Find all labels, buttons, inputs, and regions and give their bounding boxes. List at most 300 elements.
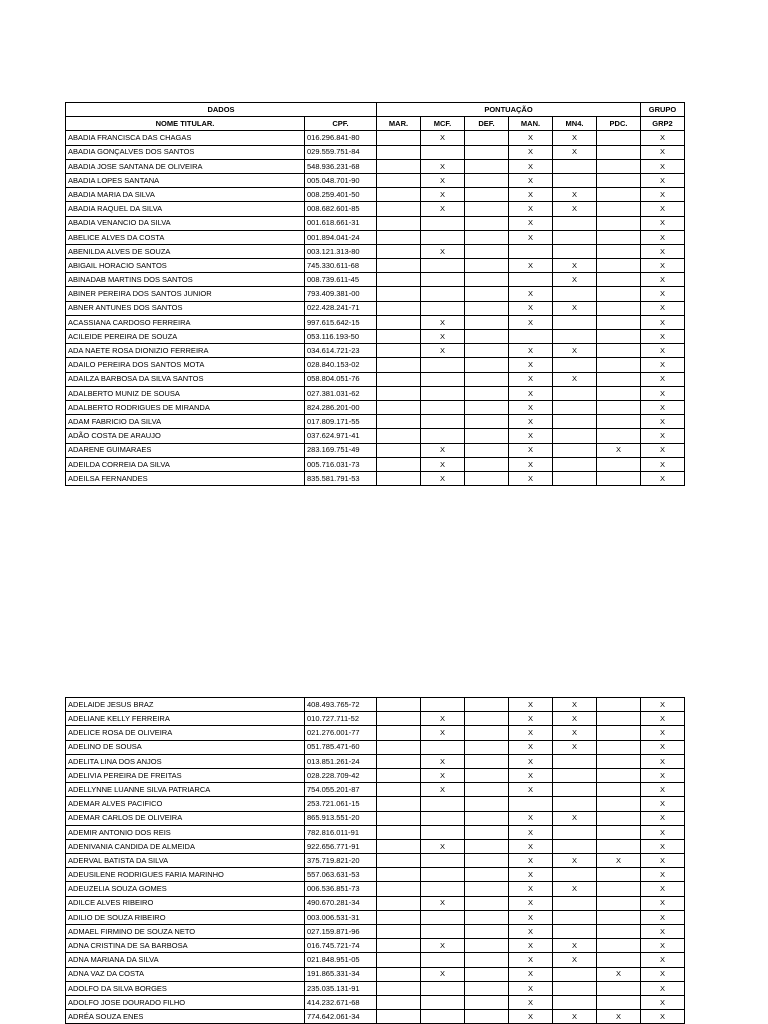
score-mark-cell: X: [509, 173, 553, 187]
table-row: [66, 882, 685, 896]
table-row: [66, 698, 685, 712]
score-mark-cell: X: [641, 882, 685, 896]
score-mark-cell: X: [641, 457, 685, 471]
score-mark-cell: X: [509, 358, 553, 372]
score-mark-cell: [553, 783, 597, 797]
table-row: [66, 925, 685, 939]
score-mark-cell: [377, 783, 421, 797]
score-mark-cell: [377, 330, 421, 344]
score-mark-cell: X: [509, 825, 553, 839]
score-mark-cell: [553, 825, 597, 839]
holder-name-cell: ADEILSA FERNANDES: [66, 471, 305, 485]
score-mark-cell: [377, 273, 421, 287]
score-mark-cell: [465, 230, 509, 244]
cpf-cell: 793.409.381-00: [305, 287, 377, 301]
score-mark-cell: X: [597, 967, 641, 981]
score-mark-cell: X: [641, 188, 685, 202]
score-mark-cell: [597, 202, 641, 216]
holder-name-cell: ADAM FABRICIO DA SILVA: [66, 415, 305, 429]
holder-name-cell: ACASSIANA CARDOSO FERREIRA: [66, 315, 305, 329]
table-row: [66, 358, 685, 372]
score-mark-cell: [597, 386, 641, 400]
table-row: [66, 854, 685, 868]
score-mark-cell: [509, 273, 553, 287]
table-row: [66, 273, 685, 287]
score-mark-cell: X: [509, 429, 553, 443]
score-mark-cell: X: [641, 415, 685, 429]
table-row: [66, 372, 685, 386]
score-mark-cell: [553, 358, 597, 372]
score-mark-cell: X: [641, 358, 685, 372]
score-mark-cell: [465, 925, 509, 939]
score-mark-cell: [465, 981, 509, 995]
score-mark-cell: [421, 825, 465, 839]
score-mark-cell: [377, 400, 421, 414]
score-mark-cell: [465, 244, 509, 258]
table-row: [66, 910, 685, 924]
score-mark-cell: [553, 967, 597, 981]
score-mark-cell: [377, 698, 421, 712]
score-mark-cell: [421, 429, 465, 443]
score-mark-cell: [377, 1010, 421, 1024]
holder-name-cell: ABIGAIL HORACIO SANTOS: [66, 259, 305, 273]
score-mark-cell: X: [641, 471, 685, 485]
cpf-cell: 021.848.951-05: [305, 953, 377, 967]
score-mark-cell: X: [641, 216, 685, 230]
cpf-cell: 008.739.611-45: [305, 273, 377, 287]
cpf-cell: 835.581.791-53: [305, 471, 377, 485]
score-mark-cell: [377, 868, 421, 882]
table-row: [66, 967, 685, 981]
score-mark-cell: [421, 953, 465, 967]
cpf-cell: 028.228.709-42: [305, 768, 377, 782]
column-header-mcf: MCF.: [421, 117, 465, 131]
score-mark-cell: X: [509, 783, 553, 797]
table-row: [66, 188, 685, 202]
score-mark-cell: [465, 358, 509, 372]
score-mark-cell: [421, 925, 465, 939]
score-mark-cell: [509, 797, 553, 811]
scoring-table-page-1: [65, 102, 685, 486]
table-row: [66, 768, 685, 782]
score-mark-cell: X: [421, 457, 465, 471]
cpf-cell: 010.727.711-52: [305, 712, 377, 726]
score-mark-cell: [377, 429, 421, 443]
table-row: [66, 301, 685, 315]
holder-name-cell: ADEMAR CARLOS DE OLIVEIRA: [66, 811, 305, 825]
holder-name-cell: ADELIVIA PEREIRA DE FREITAS: [66, 768, 305, 782]
score-mark-cell: [465, 995, 509, 1009]
column-header-pdc: PDC.: [597, 117, 641, 131]
score-mark-cell: X: [421, 244, 465, 258]
score-mark-cell: X: [553, 202, 597, 216]
score-mark-cell: [377, 259, 421, 273]
score-mark-cell: X: [421, 344, 465, 358]
holder-name-cell: ADEUZELIA SOUZA GOMES: [66, 882, 305, 896]
holder-name-cell: ADELIANE KELLY FERREIRA: [66, 712, 305, 726]
score-mark-cell: [377, 797, 421, 811]
score-mark-cell: X: [509, 386, 553, 400]
score-mark-cell: X: [421, 173, 465, 187]
score-mark-cell: [553, 925, 597, 939]
score-mark-cell: [377, 386, 421, 400]
score-mark-cell: [465, 372, 509, 386]
score-mark-cell: [377, 287, 421, 301]
score-mark-cell: [421, 854, 465, 868]
score-mark-cell: [597, 188, 641, 202]
score-mark-cell: [421, 797, 465, 811]
cpf-cell: 001.618.661-31: [305, 216, 377, 230]
score-mark-cell: [465, 188, 509, 202]
holder-name-cell: ADEMIR ANTONIO DOS REIS: [66, 825, 305, 839]
score-mark-cell: [597, 768, 641, 782]
table-row: [66, 259, 685, 273]
cpf-cell: 005.048.701-90: [305, 173, 377, 187]
score-mark-cell: [377, 471, 421, 485]
table-row: [66, 230, 685, 244]
score-mark-cell: [377, 712, 421, 726]
holder-name-cell: ADOLFO JOSE DOURADO FILHO: [66, 995, 305, 1009]
cpf-cell: 051.785.471-60: [305, 740, 377, 754]
cpf-cell: 414.232.671-68: [305, 995, 377, 1009]
score-mark-cell: [377, 301, 421, 315]
score-mark-cell: X: [641, 925, 685, 939]
holder-name-cell: ABADIA JOSE SANTANA DE OLIVEIRA: [66, 159, 305, 173]
score-mark-cell: [377, 415, 421, 429]
score-mark-cell: [597, 882, 641, 896]
cpf-cell: 016.296.841-80: [305, 131, 377, 145]
score-mark-cell: X: [509, 145, 553, 159]
score-mark-cell: X: [509, 953, 553, 967]
score-mark-cell: [465, 471, 509, 485]
score-mark-cell: X: [641, 726, 685, 740]
score-mark-cell: [553, 230, 597, 244]
score-mark-cell: X: [553, 854, 597, 868]
score-mark-cell: [465, 415, 509, 429]
score-mark-cell: X: [509, 287, 553, 301]
group-header-grupo: GRUPO: [641, 103, 685, 117]
score-mark-cell: [421, 358, 465, 372]
table-row: [66, 825, 685, 839]
table-row: [66, 712, 685, 726]
holder-name-cell: ADELLYNNE LUANNE SILVA PATRIARCA: [66, 783, 305, 797]
score-mark-cell: [553, 471, 597, 485]
table-row: [66, 287, 685, 301]
score-mark-cell: X: [509, 925, 553, 939]
score-mark-cell: [553, 910, 597, 924]
score-mark-cell: [553, 330, 597, 344]
score-mark-cell: [377, 925, 421, 939]
score-mark-cell: [597, 457, 641, 471]
cpf-cell: 008.259.401-50: [305, 188, 377, 202]
score-mark-cell: X: [509, 768, 553, 782]
score-mark-cell: [421, 811, 465, 825]
cpf-cell: 003.121.313-80: [305, 244, 377, 258]
score-mark-cell: X: [641, 967, 685, 981]
holder-name-cell: ABADIA GONÇALVES DOS SANTOS: [66, 145, 305, 159]
score-mark-cell: X: [553, 259, 597, 273]
cpf-cell: 235.035.131-91: [305, 981, 377, 995]
score-mark-cell: X: [421, 315, 465, 329]
holder-name-cell: ADARENE GUIMARAES: [66, 443, 305, 457]
score-mark-cell: X: [641, 344, 685, 358]
score-mark-cell: [465, 825, 509, 839]
holder-name-cell: ADELICE ROSA DE OLIVEIRA: [66, 726, 305, 740]
column-header-grp2: GRP2: [641, 117, 685, 131]
score-mark-cell: [553, 386, 597, 400]
score-mark-cell: X: [509, 981, 553, 995]
score-mark-cell: X: [509, 896, 553, 910]
score-mark-cell: [465, 854, 509, 868]
score-mark-cell: [597, 287, 641, 301]
cpf-cell: 774.642.061-34: [305, 1010, 377, 1024]
score-mark-cell: X: [421, 896, 465, 910]
score-mark-cell: X: [553, 726, 597, 740]
score-mark-cell: [597, 131, 641, 145]
score-mark-cell: X: [509, 400, 553, 414]
holder-name-cell: ADNA CRISTINA DE SA BARBOSA: [66, 939, 305, 953]
score-mark-cell: [377, 953, 421, 967]
holder-name-cell: ADÃO COSTA DE ARAUJO: [66, 429, 305, 443]
holder-name-cell: ADENIVANIA CANDIDA DE ALMEIDA: [66, 839, 305, 853]
cpf-cell: 997.615.642-15: [305, 315, 377, 329]
cpf-cell: 754.055.201-87: [305, 783, 377, 797]
score-mark-cell: [377, 188, 421, 202]
score-mark-cell: [377, 754, 421, 768]
score-mark-cell: X: [641, 273, 685, 287]
score-mark-cell: [377, 811, 421, 825]
score-mark-cell: [377, 839, 421, 853]
score-mark-cell: [377, 896, 421, 910]
score-mark-cell: X: [509, 372, 553, 386]
score-mark-cell: X: [421, 202, 465, 216]
score-mark-cell: [597, 726, 641, 740]
table-row: [66, 330, 685, 344]
score-mark-cell: X: [641, 698, 685, 712]
score-mark-cell: [465, 287, 509, 301]
score-mark-cell: X: [553, 698, 597, 712]
holder-name-cell: ADAILZA BARBOSA DA SILVA SANTOS: [66, 372, 305, 386]
cpf-cell: 027.159.871-96: [305, 925, 377, 939]
score-mark-cell: [597, 910, 641, 924]
score-mark-cell: X: [421, 967, 465, 981]
score-mark-cell: X: [641, 315, 685, 329]
score-mark-cell: [377, 825, 421, 839]
score-mark-cell: X: [641, 896, 685, 910]
score-mark-cell: X: [553, 939, 597, 953]
score-mark-cell: [465, 698, 509, 712]
column-header-mar: MAR.: [377, 117, 421, 131]
column-header-mn4: MN4.: [553, 117, 597, 131]
table-row: [66, 159, 685, 173]
score-mark-cell: [421, 400, 465, 414]
cpf-cell: 017.809.171-55: [305, 415, 377, 429]
score-mark-cell: X: [509, 726, 553, 740]
score-mark-cell: X: [509, 159, 553, 173]
holder-name-cell: ADELINO DE SOUSA: [66, 740, 305, 754]
score-mark-cell: [465, 953, 509, 967]
score-mark-cell: [553, 981, 597, 995]
score-mark-cell: [553, 896, 597, 910]
score-mark-cell: X: [641, 330, 685, 344]
score-mark-cell: X: [509, 698, 553, 712]
score-mark-cell: [377, 315, 421, 329]
score-mark-cell: [377, 202, 421, 216]
holder-name-cell: ADILIO DE SOUZA RIBEIRO: [66, 910, 305, 924]
score-mark-cell: [553, 839, 597, 853]
score-mark-cell: X: [421, 330, 465, 344]
score-mark-cell: [597, 740, 641, 754]
score-mark-cell: X: [641, 259, 685, 273]
score-mark-cell: [597, 839, 641, 853]
score-mark-cell: [597, 939, 641, 953]
score-mark-cell: X: [509, 712, 553, 726]
score-mark-cell: X: [641, 244, 685, 258]
score-mark-cell: [377, 443, 421, 457]
cpf-cell: 005.716.031-73: [305, 457, 377, 471]
score-mark-cell: [597, 216, 641, 230]
score-mark-cell: [465, 145, 509, 159]
score-mark-cell: [377, 740, 421, 754]
score-mark-cell: X: [509, 471, 553, 485]
score-mark-cell: [377, 131, 421, 145]
score-mark-cell: X: [641, 202, 685, 216]
score-mark-cell: [553, 173, 597, 187]
cpf-cell: 037.624.971-41: [305, 429, 377, 443]
score-mark-cell: [465, 811, 509, 825]
score-mark-cell: X: [553, 188, 597, 202]
score-mark-cell: X: [641, 854, 685, 868]
table-row: [66, 1010, 685, 1024]
column-header-man: MAN.: [509, 117, 553, 131]
score-mark-cell: [421, 287, 465, 301]
score-mark-cell: X: [553, 740, 597, 754]
group-header-row: [66, 103, 685, 117]
score-mark-cell: X: [421, 159, 465, 173]
score-mark-cell: [377, 910, 421, 924]
score-mark-cell: [597, 995, 641, 1009]
table-row: [66, 797, 685, 811]
table-row: [66, 740, 685, 754]
score-mark-cell: [553, 287, 597, 301]
score-mark-cell: X: [641, 981, 685, 995]
score-mark-cell: X: [421, 131, 465, 145]
cpf-cell: 782.816.011-91: [305, 825, 377, 839]
score-mark-cell: X: [509, 967, 553, 981]
group-header-pontuacao: PONTUAÇÃO: [377, 103, 641, 117]
cpf-cell: 865.913.551-20: [305, 811, 377, 825]
score-mark-cell: X: [641, 386, 685, 400]
score-mark-cell: [465, 273, 509, 287]
score-mark-cell: X: [421, 939, 465, 953]
score-mark-cell: X: [597, 1010, 641, 1024]
score-mark-cell: [553, 400, 597, 414]
table-row: [66, 145, 685, 159]
holder-name-cell: ADELAIDE JESUS BRAZ: [66, 698, 305, 712]
cpf-cell: 058.804.051-76: [305, 372, 377, 386]
score-mark-cell: X: [641, 712, 685, 726]
score-mark-cell: [597, 953, 641, 967]
score-mark-cell: X: [641, 839, 685, 853]
score-mark-cell: X: [641, 825, 685, 839]
score-mark-cell: [465, 740, 509, 754]
table-row: [66, 415, 685, 429]
score-mark-cell: X: [509, 1010, 553, 1024]
score-mark-cell: [465, 301, 509, 315]
score-mark-cell: [421, 301, 465, 315]
cpf-cell: 022.428.241-71: [305, 301, 377, 315]
score-mark-cell: [377, 372, 421, 386]
score-mark-cell: [465, 967, 509, 981]
score-mark-cell: [597, 273, 641, 287]
holder-name-cell: ADELITA LINA DOS ANJOS: [66, 754, 305, 768]
score-mark-cell: X: [553, 372, 597, 386]
score-mark-cell: [465, 443, 509, 457]
score-mark-cell: X: [509, 754, 553, 768]
holder-name-cell: ABENILDA ALVES DE SOUZA: [66, 244, 305, 258]
cpf-cell: 001.894.041-24: [305, 230, 377, 244]
score-mark-cell: [553, 443, 597, 457]
score-mark-cell: [465, 344, 509, 358]
score-mark-cell: X: [509, 188, 553, 202]
score-mark-cell: X: [509, 259, 553, 273]
score-mark-cell: [465, 202, 509, 216]
score-mark-cell: [465, 429, 509, 443]
score-mark-cell: X: [509, 939, 553, 953]
score-mark-cell: X: [641, 159, 685, 173]
score-mark-cell: [377, 967, 421, 981]
score-mark-cell: X: [641, 995, 685, 1009]
score-mark-cell: X: [641, 910, 685, 924]
table-row: [66, 981, 685, 995]
score-mark-cell: [465, 910, 509, 924]
score-mark-cell: X: [509, 202, 553, 216]
score-mark-cell: [377, 981, 421, 995]
score-mark-cell: X: [641, 131, 685, 145]
scoring-table-page-2: [65, 697, 685, 1024]
score-mark-cell: [597, 825, 641, 839]
table-row: [66, 811, 685, 825]
holder-name-cell: ABNER ANTUNES DOS SANTOS: [66, 301, 305, 315]
score-mark-cell: [509, 330, 553, 344]
cpf-cell: 253.721.061-15: [305, 797, 377, 811]
score-mark-cell: [597, 925, 641, 939]
holder-name-cell: ADNA VAZ DA COSTA: [66, 967, 305, 981]
cpf-cell: 548.936.231-68: [305, 159, 377, 173]
table-row: [66, 953, 685, 967]
score-mark-cell: X: [509, 216, 553, 230]
column-header-cpf: CPF.: [305, 117, 377, 131]
score-mark-cell: [553, 768, 597, 782]
group-header-dados: DADOS: [66, 103, 377, 117]
score-mark-cell: X: [641, 768, 685, 782]
score-mark-cell: X: [641, 797, 685, 811]
table-row: [66, 471, 685, 485]
score-mark-cell: X: [641, 301, 685, 315]
score-mark-cell: X: [641, 740, 685, 754]
score-mark-cell: [465, 400, 509, 414]
score-mark-cell: [597, 698, 641, 712]
score-mark-cell: [597, 896, 641, 910]
score-mark-cell: [421, 1010, 465, 1024]
holder-name-cell: ABADIA MARIA DA SILVA: [66, 188, 305, 202]
score-mark-cell: X: [641, 1010, 685, 1024]
score-mark-cell: [597, 372, 641, 386]
score-mark-cell: X: [641, 868, 685, 882]
holder-name-cell: ACILEIDE PEREIRA DE SOUZA: [66, 330, 305, 344]
score-mark-cell: [421, 910, 465, 924]
score-mark-cell: X: [509, 854, 553, 868]
